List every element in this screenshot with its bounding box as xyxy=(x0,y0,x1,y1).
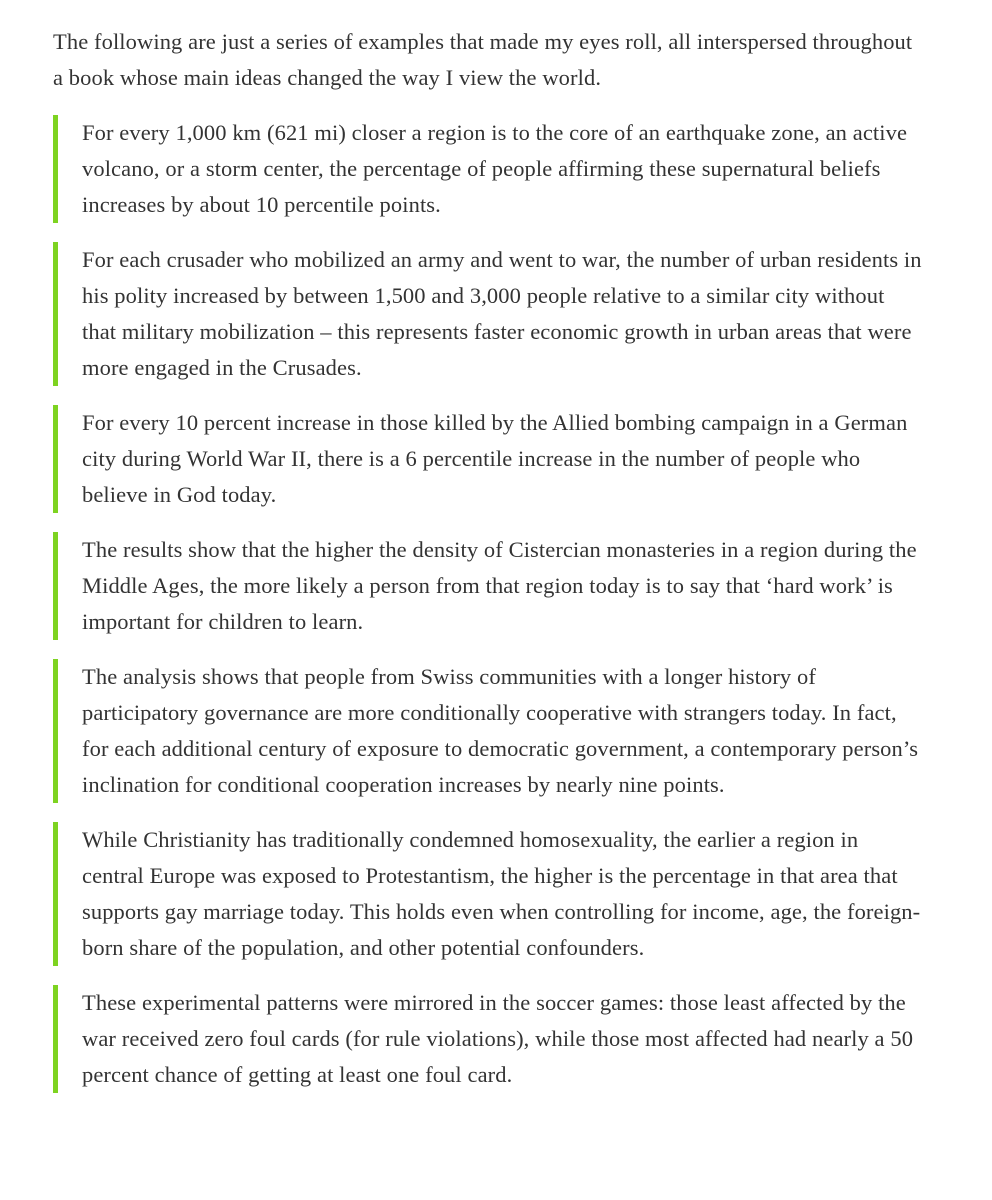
quote-text: For every 1,000 km (621 mi) closer a region is to the core of an earthquake zone, an active volcano, or a storm center, the percentage of people affirming these supernatural beliefs increases by about 10 percentile points. xyxy=(82,120,908,217)
blockquote-swiss xyxy=(53,659,922,803)
quote-text: The results show that the higher the density of Cistercian monasteries in a region during the Middle Ages, the more likely a person from that region today is to say that ‘hard work’ is important for children to learn. xyxy=(82,537,917,634)
blockquote-crusades xyxy=(53,242,922,386)
blockquote-soccer xyxy=(53,985,922,1093)
quote-text: For every 10 percent increase in those killed by the Allied bombing campaign in a German city during World War II, there is a 6 percentile increase in the number of people who believe in God today. xyxy=(82,410,908,507)
quote-text: For each crusader who mobilized an army and went to war, the number of urban residents in his polity increased by between 1,500 and 3,000 people relative to a similar city without that military mobilization – this represents faster economic growth in urban areas that were more engaged in the Crusades. xyxy=(82,247,922,380)
quote-text: These experimental patterns were mirrored in the soccer games: those least affected by the war received zero foul cards (for rule violations), while those most affected had nearly a 50 percent chance of getting at least one foul card. xyxy=(82,990,914,1087)
blockquote-bombing xyxy=(53,405,922,513)
blockquote-monasteries xyxy=(53,532,922,640)
blockquote-protestantism xyxy=(53,822,922,966)
quote-text: While Christianity has traditionally condemned homosexuality, the earlier a region in central Europe was exposed to Protestantism, the higher is the percentage in that area that supports gay marriage today. This holds even when controlling for income, age, the foreign-born share of the population, and other potential confounders. xyxy=(82,827,921,960)
intro-paragraph: The following are just a series of examples that made my eyes roll, all interspersed throughout a book whose main ideas changed the way I view the world. xyxy=(53,29,913,90)
quote-text: The analysis shows that people from Swiss communities with a longer history of participatory governance are more conditionally cooperative with strangers today. In fact, for each additional century of exposure to democratic government, a contemporary person’s inclination for conditional cooperation increases by nearly nine points. xyxy=(82,664,919,797)
blockquote-earthquake xyxy=(53,115,922,223)
